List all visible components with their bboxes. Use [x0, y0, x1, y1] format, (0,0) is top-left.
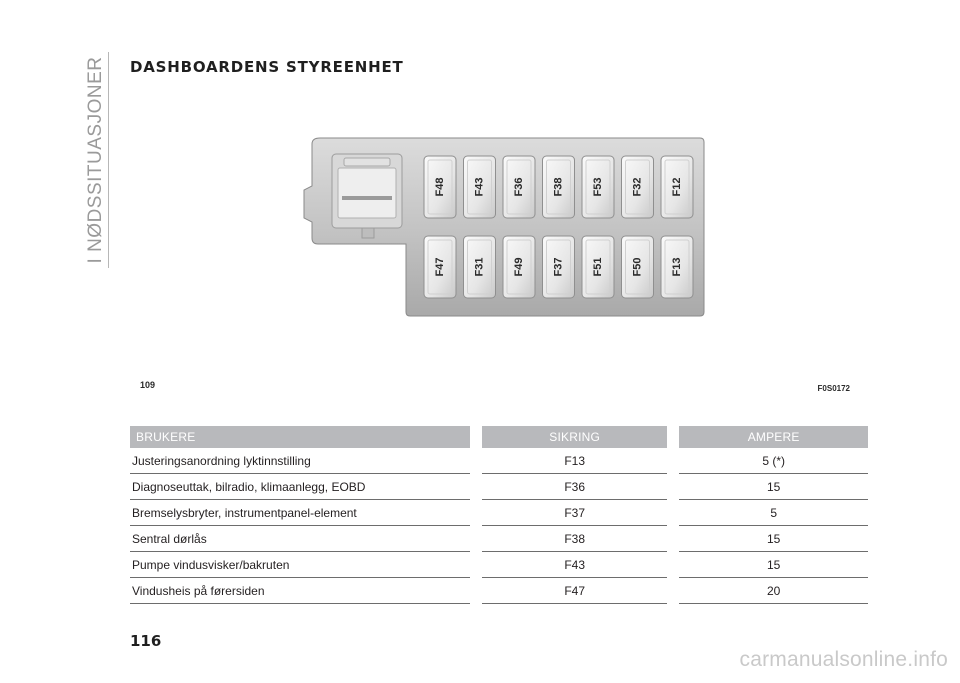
fuse-label: F37: [552, 257, 565, 277]
fuse-slot: [503, 156, 535, 218]
fuse-table: [130, 426, 868, 604]
cell-fuse: F43: [482, 552, 667, 578]
cell-fuse: F13: [482, 448, 667, 474]
cell-user: Pumpe vindusvisker/bakruten: [130, 552, 470, 578]
cell-ampere: 5 (*): [679, 448, 868, 474]
cell-user: Bremselysbryter, instrumentpanel-element: [130, 500, 470, 526]
fuse-label: F43: [473, 177, 486, 197]
fuse-label: F32: [631, 177, 644, 197]
fuse-box-illustration: [298, 132, 706, 322]
cell-ampere: 5: [679, 500, 868, 526]
fuse-label: F53: [592, 177, 604, 197]
fuse-label: F50: [631, 257, 644, 277]
fuse-label: F36: [513, 177, 525, 197]
fuse-label: F38: [552, 177, 565, 197]
figure-number: 109: [140, 380, 156, 390]
cell-user: Vindusheis på førersiden: [130, 578, 470, 604]
fuse-slot: [424, 156, 456, 218]
fuse-slot: [503, 236, 535, 298]
table-header-row: [130, 426, 868, 448]
cell-fuse: F36: [482, 474, 667, 500]
fuse-slot: [622, 156, 654, 218]
figure-code: F0S0172: [817, 384, 850, 393]
cell-ampere: 15: [679, 552, 868, 578]
fuse-slot: [661, 236, 693, 298]
fuse-slot: [622, 236, 654, 298]
fuse-label: F49: [513, 257, 525, 277]
table-row: [130, 526, 868, 552]
cell-fuse: F38: [482, 526, 667, 552]
fuse-slot: [543, 236, 575, 298]
fuse-label: F47: [434, 257, 446, 277]
fuse-slot: [424, 236, 456, 298]
fuse-slot: [661, 156, 693, 218]
page-number: 116: [130, 632, 162, 650]
table-row: [130, 500, 868, 526]
fuse-slot: [582, 156, 614, 218]
fuse-box-figure: [130, 122, 868, 402]
header-ampere: AMPERE: [679, 426, 868, 448]
cell-fuse: F37: [482, 500, 667, 526]
fuse-label: F13: [671, 257, 683, 277]
watermark: carmanualsonline.info: [739, 648, 948, 671]
table-row: [130, 474, 868, 500]
cell-user: Sentral dørlås: [130, 526, 470, 552]
fuse-label: F31: [473, 257, 486, 277]
cell-user: Diagnoseuttak, bilradio, klimaanlegg, EOBD: [130, 474, 470, 500]
section-title: DASHBOARDENS STYREENHET: [130, 58, 404, 76]
table-row: [130, 552, 868, 578]
fuse-label: F51: [592, 257, 604, 277]
fuse-slot: [582, 236, 614, 298]
cell-user: Justeringsanordning lyktinnstilling: [130, 448, 470, 474]
table-row: [130, 578, 868, 604]
fuse-slot: [464, 236, 496, 298]
chapter-side-tab: [84, 52, 109, 268]
chapter-label: I NØDSSITUASJONER: [85, 56, 106, 264]
cell-ampere: 15: [679, 526, 868, 552]
cell-fuse: F47: [482, 578, 667, 604]
cell-ampere: 20: [679, 578, 868, 604]
header-fuse: SIKRING: [482, 426, 667, 448]
fuse-label: F48: [434, 177, 446, 197]
fuse-slot: [464, 156, 496, 218]
table-row: [130, 448, 868, 474]
header-user: BRUKERE: [130, 426, 470, 448]
fuse-label: F12: [671, 177, 683, 197]
fuse-slot: [543, 156, 575, 218]
cell-ampere: 15: [679, 474, 868, 500]
